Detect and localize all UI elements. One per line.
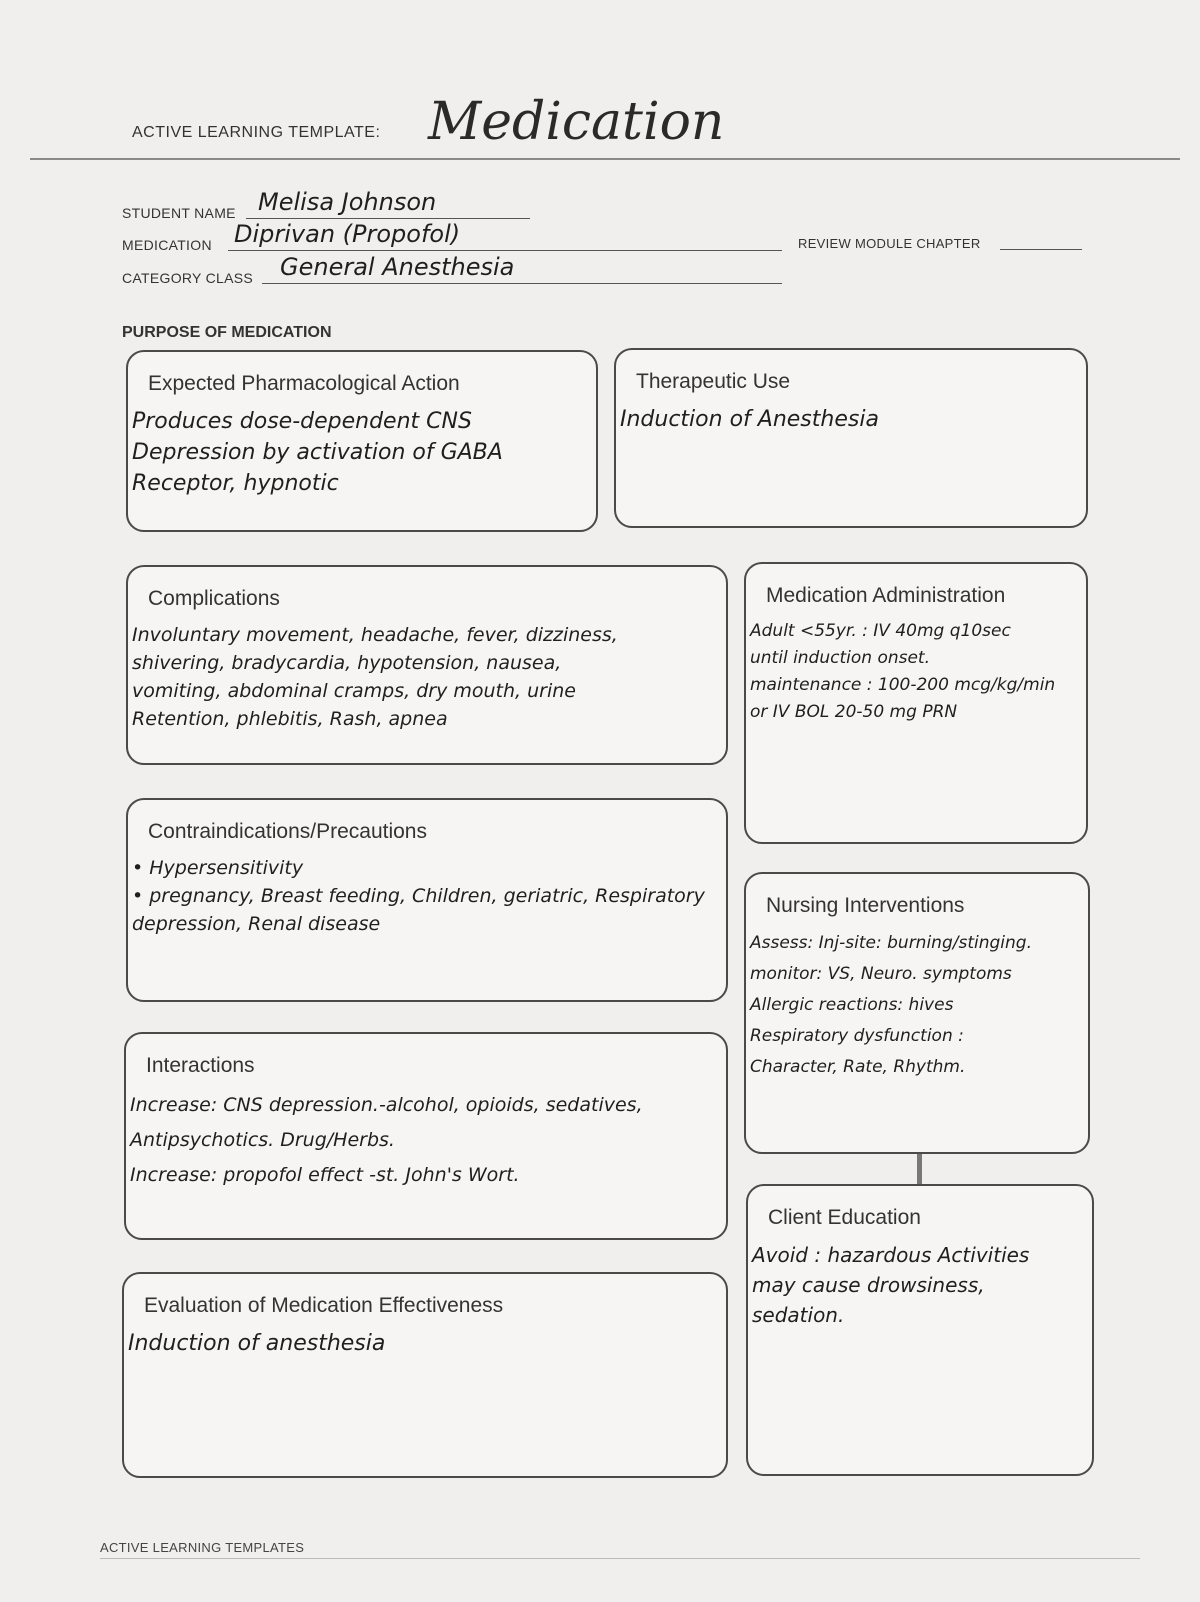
footer-divider (100, 1558, 1140, 1559)
complications-title: Complications (148, 587, 280, 610)
interactions-box[interactable] (124, 1032, 728, 1240)
medication-field[interactable]: Diprivan (Propofol) (234, 220, 461, 248)
page-title: Medication (428, 92, 725, 152)
expected-action-text: Produces dose-dependent CNS Depression by activation of GABA Receptor, hypnotic (132, 409, 503, 496)
contraindications-box[interactable] (126, 798, 728, 1002)
therapeutic-use-title: Therapeutic Use (636, 370, 791, 393)
med-administration-box[interactable] (744, 562, 1088, 844)
expected-action-box[interactable] (126, 350, 598, 532)
category-class-line (262, 283, 782, 284)
complications-text: Involuntary movement, headache, fever, dizziness, shivering, bradycardia, hypotension, nausea, vomiting, abdominal cramps, dry mouth, urine Retention, phlebitis, Rash, apnea (132, 624, 618, 730)
client-education-title: Client Education (768, 1206, 921, 1229)
evaluation-text: Induction of anesthesia (128, 1331, 386, 1356)
nursing-interventions-box[interactable] (744, 872, 1090, 1154)
review-module-line[interactable] (1000, 249, 1082, 250)
med-administration-title: Medication Administration (766, 584, 1006, 607)
interactions-text: Increase: CNS depression.-alcohol, opioids, sedatives, Antipsychotics. Drug/Herbs. Increase: propofol effect -st. John's Wort. (130, 1094, 643, 1186)
category-class-field[interactable]: General Anesthesia (280, 253, 515, 281)
header-divider (30, 158, 1180, 160)
review-module-label: REVIEW MODULE CHAPTER (798, 236, 981, 251)
student-name-field[interactable]: Melisa Johnson (258, 188, 437, 216)
footer-label: ACTIVE LEARNING TEMPLATES (100, 1540, 305, 1555)
contraindications-text: • Hypersensitivity • pregnancy, Breast feeding, Children, geriatric, Respiratory depression, Renal disease (132, 857, 705, 935)
therapeutic-use-text: Induction of Anesthesia (620, 407, 879, 432)
evaluation-box[interactable] (122, 1272, 728, 1478)
contraindications-title: Contraindications/Precautions (148, 820, 427, 843)
evaluation-title: Evaluation of Medication Effectiveness (144, 1294, 504, 1317)
expected-action-title: Expected Pharmacological Action (148, 372, 460, 395)
student-name-label: STUDENT NAME (122, 205, 236, 221)
med-administration-text: Adult <55yr. : IV 40mg q10sec until induction onset. maintenance : 100-200 mcg/kg/min or IV BOL 20-50 mg PRN (750, 621, 1056, 722)
complications-box[interactable] (126, 565, 728, 765)
client-education-text: Avoid : hazardous Activities may cause drowsiness, sedation. (752, 1243, 1030, 1327)
medication-line (228, 250, 782, 251)
nursing-interventions-title: Nursing Interventions (766, 894, 965, 917)
nursing-interventions-text: Assess: Inj-site: burning/stinging. monitor: VS, Neuro. symptoms Allergic reactions: hives Respiratory dysfunction : Character, Rate, Rhythm. (750, 933, 1032, 1077)
interactions-title: Interactions (146, 1054, 255, 1077)
template-label: ACTIVE LEARNING TEMPLATE: (132, 124, 381, 141)
therapeutic-use-box[interactable] (614, 348, 1088, 528)
purpose-heading: PURPOSE OF MEDICATION (122, 324, 332, 341)
medication-label: MEDICATION (122, 237, 212, 253)
student-name-line (246, 218, 530, 219)
category-class-label: CATEGORY CLASS (122, 270, 254, 286)
box-connector (917, 1154, 922, 1184)
client-education-box[interactable] (746, 1184, 1094, 1476)
